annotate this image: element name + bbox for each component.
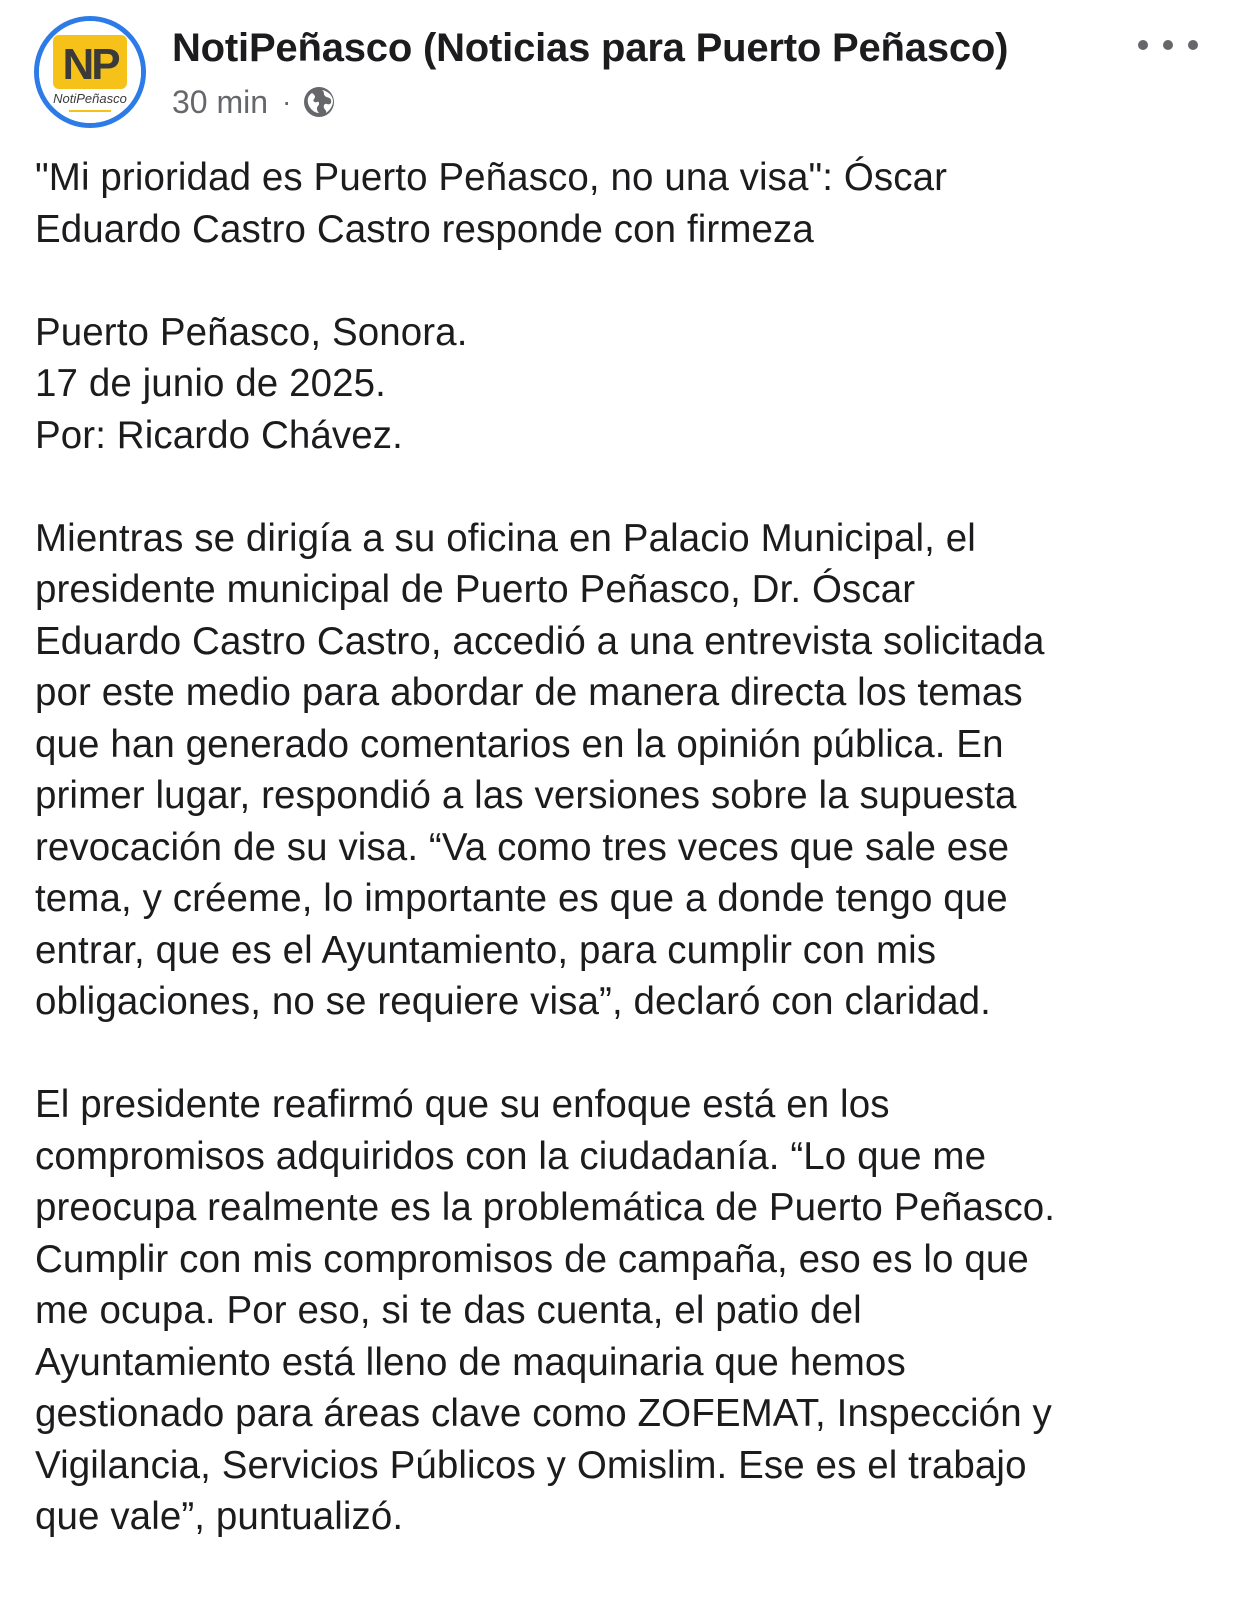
- text-line: Cumplir con mis compromisos de campaña, eso es lo que: [35, 1237, 1029, 1281]
- text-line: preocupa realmente es la problemática de Puerto Peñasco.: [35, 1186, 1056, 1229]
- text-line: Ayuntamiento está lleno de maquinaria que hemos: [35, 1340, 906, 1384]
- page-avatar[interactable]: [34, 16, 146, 128]
- text-line: Vigilancia, Servicios Públicos y Omislim. Ese es el trabajo: [35, 1443, 1027, 1487]
- text-line: compromisos adquiridos con la ciudadanía. “Lo que me: [35, 1134, 987, 1178]
- text-line: tema, y créeme, lo importante es que a donde tengo que: [35, 877, 1008, 920]
- post-paragraph-2: [35, 1079, 1210, 1543]
- text-line: me ocupa. Por eso, si te das cuenta, el patio del: [35, 1289, 862, 1332]
- meta-separator: ·: [282, 86, 292, 117]
- more-icon-dot: [1188, 40, 1198, 50]
- text-line: Por: Ricardo Chávez.: [35, 413, 403, 457]
- post-text: [35, 152, 1210, 1543]
- text-line: Mientras se dirigía a su oficina en Palacio Municipal, el: [35, 516, 976, 560]
- text-line: por este medio para abordar de manera directa los temas: [35, 671, 1023, 714]
- post-headline: [35, 152, 1210, 255]
- post-meta: [172, 82, 335, 122]
- post-dateline: [35, 307, 1210, 462]
- svg-text:NP: NP: [62, 40, 118, 89]
- avatar-caption: NotiPeñasco: [53, 91, 127, 106]
- text-line: que vale”, puntualizó.: [35, 1495, 404, 1538]
- globe-icon: [303, 86, 335, 118]
- text-line: Eduardo Castro Castro, accedió a una entrevista solicitada: [35, 619, 1045, 663]
- post-header: [0, 0, 1250, 140]
- post-paragraph-1: [35, 513, 1210, 1028]
- text-line: gestionado para áreas clave como ZOFEMAT, Inspección y: [35, 1392, 1052, 1435]
- text-line: entrar, que es el Ayuntamiento, para cumplir con mis: [35, 928, 937, 972]
- more-icon-dot: [1163, 40, 1173, 50]
- text-line: primer lugar, respondió a las versiones sobre la supuesta: [35, 774, 1017, 817]
- more-options-button[interactable]: [1138, 30, 1198, 60]
- post-timestamp[interactable]: 30 min: [172, 83, 269, 120]
- text-line: "Mi prioridad es Puerto Peñasco, no una visa": Óscar: [35, 156, 948, 199]
- text-line: Puerto Peñasco, Sonora.: [35, 310, 468, 354]
- more-icon-dot: [1138, 40, 1148, 50]
- text-line: 17 de junio de 2025.: [35, 362, 386, 405]
- page-name-link[interactable]: NotiPeñasco (Noticias para Puerto Peñasco): [172, 26, 1009, 70]
- text-line: obligaciones, no se requiere visa”, declaró con claridad.: [35, 980, 991, 1023]
- text-line: que han generado comentarios en la opinión pública. En: [35, 722, 1004, 766]
- text-line: El presidente reafirmó que su enfoque está en los: [35, 1083, 890, 1126]
- notipenasco-logo: [39, 21, 141, 123]
- text-line: revocación de su visa. “Va como tres veces que sale ese: [35, 825, 1010, 869]
- text-line: presidente municipal de Puerto Peñasco, Dr. Óscar: [35, 568, 916, 611]
- text-line: Eduardo Castro Castro responde con firmeza: [35, 207, 814, 251]
